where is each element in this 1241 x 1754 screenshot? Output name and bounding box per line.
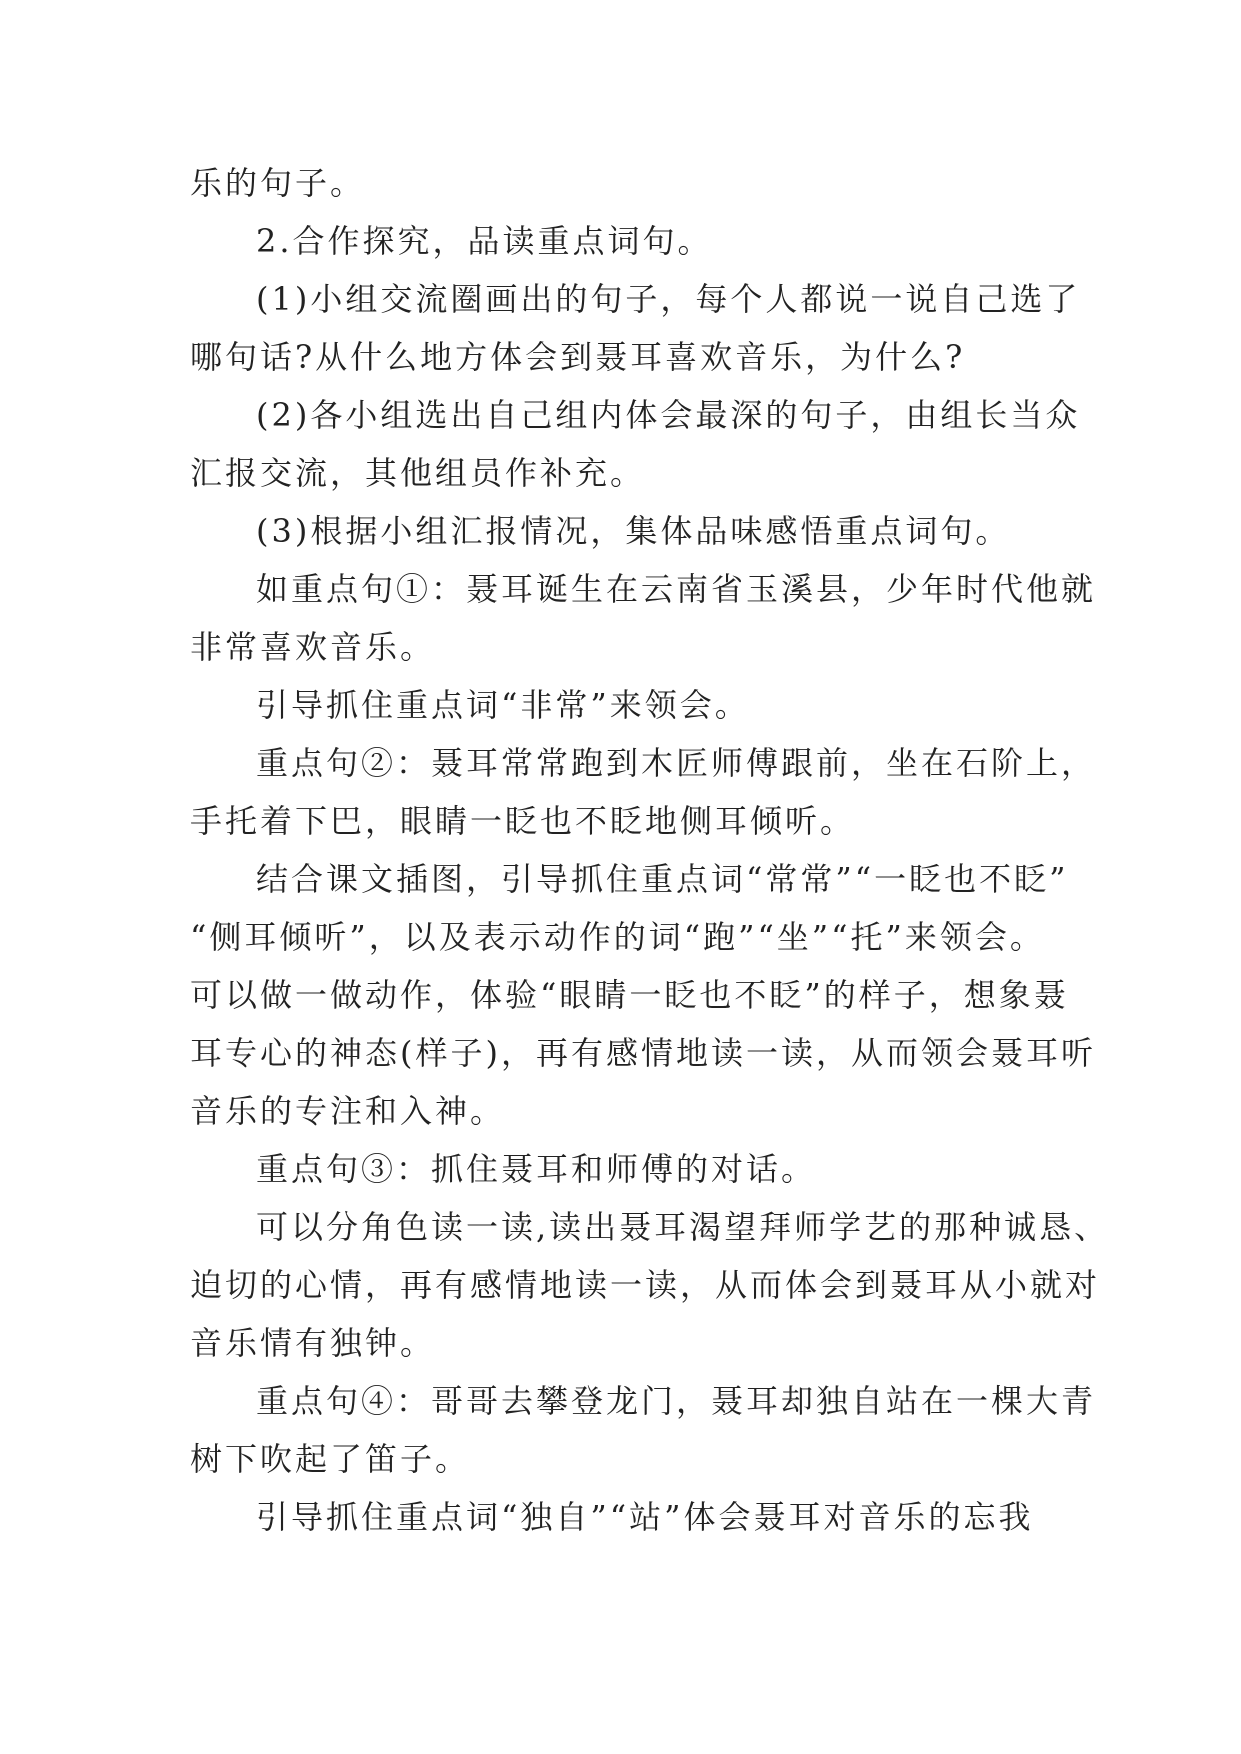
text-line: 引导抓住重点词“独自”“站”体会聂耳对音乐的忘我	[256, 1498, 1034, 1536]
text-line: 重点句③：抓住聂耳和师傅的对话。	[256, 1150, 817, 1188]
document-body	[190, 154, 1110, 1546]
text-line: (1)小组交流圈画出的句子，每个人都说一说自己选了	[256, 280, 1081, 318]
text-line: 树下吹起了笛子。	[190, 1440, 471, 1478]
text-line: 迫切的心情，再有感情地读一读，从而体会到聂耳从小就对	[190, 1266, 1101, 1304]
text-line: 结合课文插图，引导抓住重点词“常常”“一眨也不眨”	[256, 860, 1069, 898]
text-line: (3)根据小组汇报情况，集体品味感悟重点词句。	[256, 512, 1011, 550]
text-line: (2)各小组选出自己组内体会最深的句子，由组长当众	[256, 396, 1081, 434]
text-line: 可以做一做动作，体验“眼睛一眨也不眨”的样子，想象聂	[190, 976, 1069, 1014]
section-heading: 2.合作探究，品读重点词句。	[256, 222, 713, 260]
text-line: 重点句②：聂耳常常跑到木匠师傅跟前，坐在石阶上，	[256, 744, 1097, 782]
text-line: 音乐情有独钟。	[190, 1324, 436, 1362]
text-line: 乐的句子。	[190, 164, 366, 202]
text-line: 哪句话?从什么地方体会到聂耳喜欢音乐，为什么?	[190, 338, 966, 376]
text-line: 重点句④：哥哥去攀登龙门，聂耳却独自站在一棵大青	[256, 1382, 1097, 1420]
text-line: “侧耳倾听”，以及表示动作的词“跑”“坐”“托”来领会。	[190, 918, 1045, 956]
text-line: 汇报交流，其他组员作补充。	[190, 454, 646, 492]
text-line: 引导抓住重点词“非常”来领会。	[256, 686, 750, 724]
text-line: 可以分角色读一读,读出聂耳渴望拜师学艺的那种诚恳、	[256, 1208, 1110, 1246]
text-line: 手托着下巴，眼睛一眨也不眨地侧耳倾听。	[190, 802, 856, 840]
text-line: 非常喜欢音乐。	[190, 628, 436, 666]
text-line: 音乐的专注和入神。	[190, 1092, 506, 1130]
text-line: 耳专心的神态(样子)，再有感情地读一读，从而领会聂耳听	[190, 1034, 1096, 1072]
text-line: 如重点句①：聂耳诞生在云南省玉溪县，少年时代他就	[256, 570, 1097, 608]
